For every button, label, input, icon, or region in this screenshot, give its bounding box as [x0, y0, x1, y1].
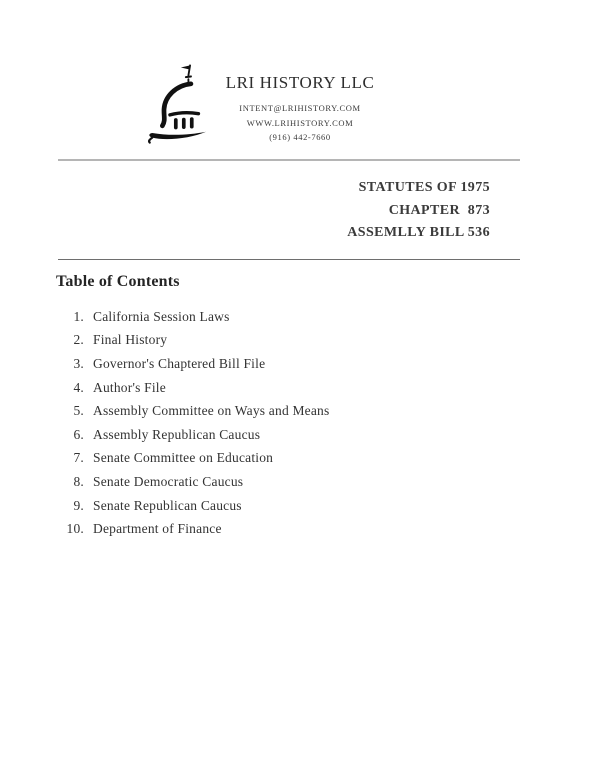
toc-item-number: 2. — [73, 332, 84, 348]
toc-list — [56, 305, 476, 541]
toc-item — [56, 423, 476, 447]
toc-title: Table of Contents — [56, 273, 180, 290]
toc-item-label: Department of Finance — [93, 521, 222, 537]
toc-item-label: Governor's Chaptered Bill File — [93, 355, 266, 371]
toc-item-number: 9. — [73, 497, 84, 513]
toc-item — [56, 352, 476, 376]
toc-item-number: 3. — [73, 355, 84, 371]
horizontal-rule-bottom — [58, 259, 520, 260]
toc-item-number: 8. — [73, 473, 84, 489]
toc-item — [56, 376, 476, 400]
toc-item-number: 5. — [73, 403, 84, 419]
toc-item — [56, 447, 476, 471]
website-text: WWW.LRIHISTORY.COM — [246, 117, 354, 128]
phone-text: (916) 442-7660 — [269, 132, 331, 142]
toc-item-label: Assembly Committee on Ways and Means — [93, 403, 330, 419]
toc-item-label: Assembly Republican Caucus — [93, 426, 261, 442]
letterhead — [170, 72, 430, 145]
email-text: INTENT@LRIHISTORY.COM — [239, 103, 361, 113]
toc-item — [56, 470, 476, 494]
statutes-line: STATUTES OF 1975 — [358, 180, 490, 195]
toc-item-number: 7. — [73, 450, 84, 466]
toc-item — [56, 329, 476, 353]
toc-item — [56, 494, 476, 518]
company-name: LRI HISTORY LLC — [225, 73, 375, 92]
assembly-bill-line: ASSEMLLY BILL 536 — [347, 225, 490, 240]
statute-reference-block — [347, 177, 490, 245]
toc-item-label: Author's File — [93, 379, 166, 395]
chapter-line: CHAPTER 873 — [388, 202, 490, 218]
toc-item-number: 10. — [66, 521, 84, 537]
toc-item — [56, 305, 476, 329]
toc-item-number: 6. — [73, 426, 84, 442]
toc-item-number: 1. — [73, 308, 84, 324]
toc-item-label: Final History — [93, 332, 168, 348]
toc-item-label: California Session Laws — [93, 308, 230, 324]
toc-item — [56, 399, 476, 423]
toc-item-number: 4. — [73, 379, 84, 395]
contact-block — [170, 101, 430, 145]
toc-item — [56, 517, 476, 541]
horizontal-rule-top — [58, 159, 520, 161]
toc-item-label: Senate Republican Caucus — [93, 497, 242, 513]
toc-item-label: Senate Democratic Caucus — [93, 473, 244, 489]
toc-item-label: Senate Committee on Education — [93, 450, 274, 466]
